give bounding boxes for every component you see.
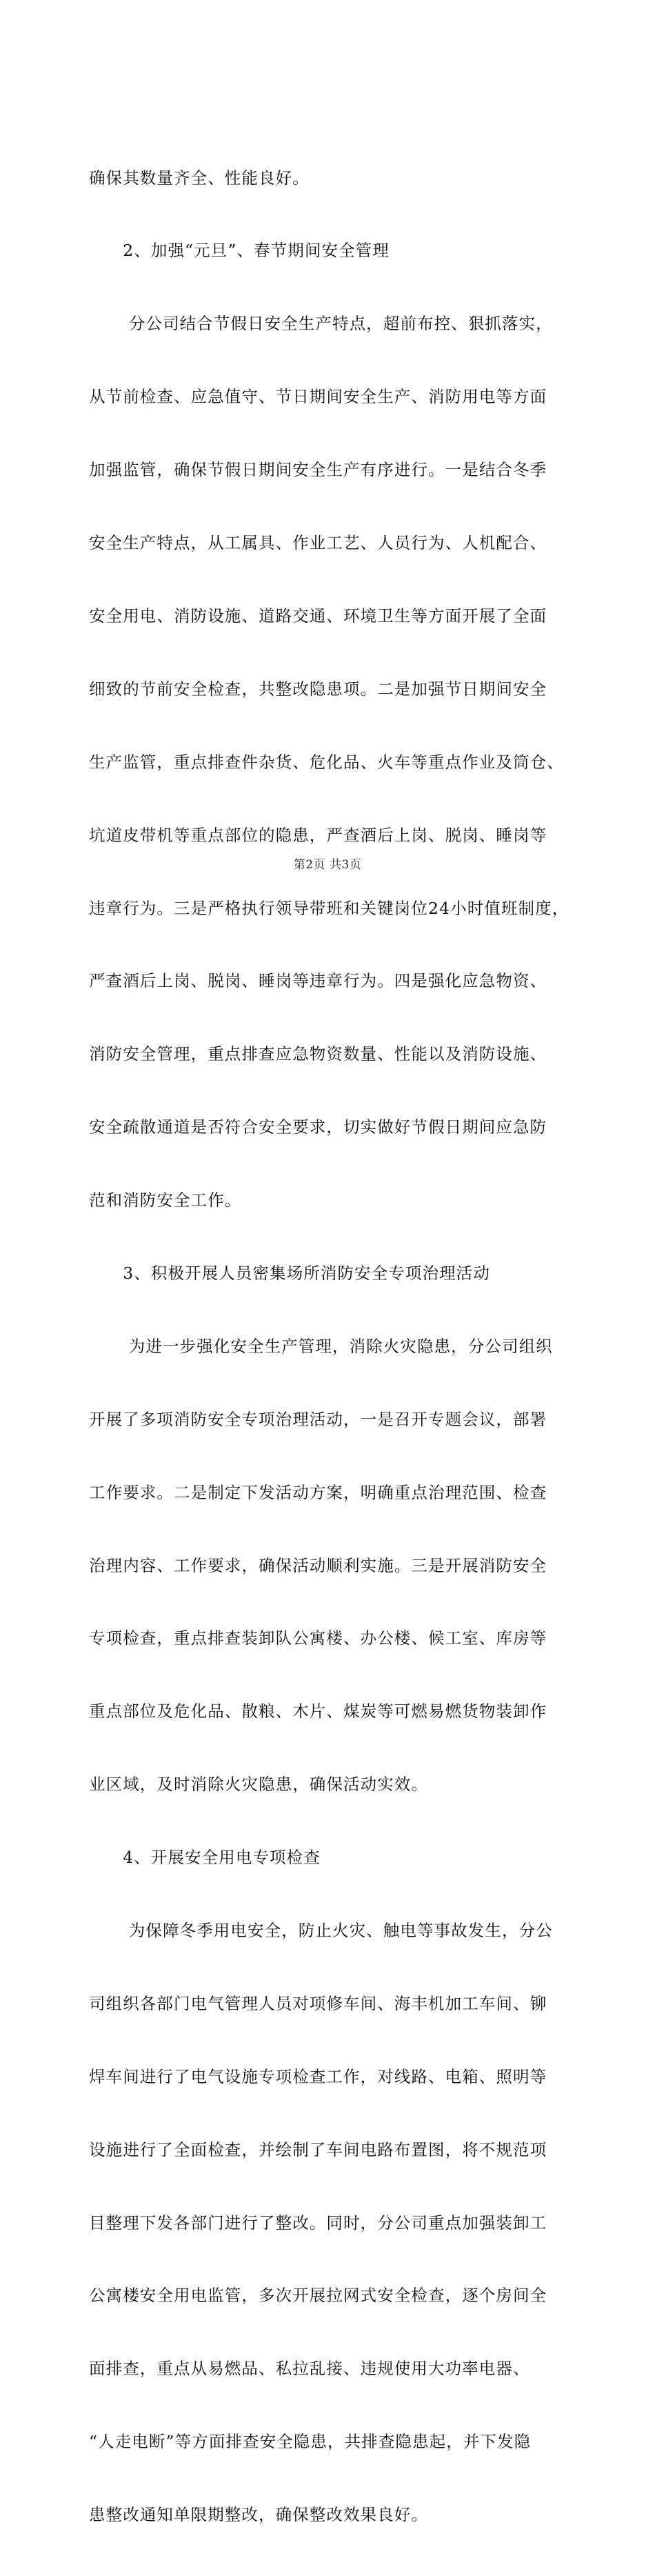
text-line: 司组织各部门电气管理人员对项修车间、海丰机加工车间、铆 (89, 1993, 547, 2013)
text-line: 安全用电、消防设施、道路交通、环境卫生等方面开展了全面 (89, 606, 547, 626)
text-line: 患整改通知单限期整改，确保整改效果良好。 (89, 2505, 428, 2525)
text-line: 专项检查，重点排查装卸队公寓楼、办公楼、候工室、库房等 (89, 1628, 547, 1648)
text-line: 为进一步强化安全生产管理，消除火灾隐患，分公司组织 (89, 1336, 553, 1356)
text-line: 重点部位及危化品、散粮、木片、煤炭等可燃易燃货物装卸作 (89, 1701, 547, 1721)
text-line: 安全疏散通道是否符合安全要求，切实做好节假日期间应急防 (89, 1117, 547, 1137)
text-line: 开展了多项消防安全专项治理活动，一是召开专题会议，部署 (89, 1409, 547, 1429)
text-line: 确保其数量齐全、性能良好。 (89, 168, 310, 188)
section-heading-4: 4、开展安全用电专项检查 (89, 1848, 321, 1868)
text-line: 面排查，重点从易燃品、私拉乱接、违规使用大功率电器、 (89, 2359, 530, 2379)
text-line: “人走电断”等方面排查安全隐患，共排查隐患起，并下发隐 (89, 2432, 532, 2452)
text-line: 设施进行了全面检查，并绘制了车间电路布置图，将不规范项 (89, 2139, 547, 2159)
text-line: 分公司结合节假日安全生产特点，超前布控、狠抓落实， (89, 314, 553, 334)
text-line: 为保障冬季用电安全，防止火灾、触电等事故发生，分公 (89, 1920, 553, 1940)
text-line: 治理内容、工作要求，确保活动顺利实施。三是开展消防安全 (89, 1555, 547, 1575)
text-line: 工作要求。二是制定下发活动方案，明确重点治理范围、检查 (89, 1482, 547, 1502)
text-line: 范和消防安全工作。 (89, 1190, 242, 1210)
text-line: 公寓楼安全用电监管，多次开展拉网式安全检查，逐个房间全 (89, 2286, 547, 2306)
document-body (89, 117, 585, 2576)
text-line: 从节前检查、应急值守、节日期间安全生产、消防用电等方面 (89, 387, 547, 407)
section-heading-3: 3、积极开展人员密集场所消防安全专项治理活动 (89, 1263, 490, 1283)
body-text (89, 117, 585, 2576)
text-line: 违章行为。三是严格执行领导带班和关键岗位24小时值班制度， (89, 898, 570, 918)
text-line: 细致的节前安全检查，共整改隐患项。二是加强节日期间安全 (89, 679, 547, 699)
text-line: 消防安全管理，重点排查应急物资数量、性能以及消防设施、 (89, 1044, 547, 1064)
text-line: 生产监管，重点排查件杂货、危化品、火车等重点作业及筒仓、 (89, 752, 564, 772)
text-line: 严查酒后上岗、脱岗、睡岗等违章行为。四是强化应急物资、 (89, 971, 547, 991)
text-line: 安全生产特点，从工属具、作业工艺、人员行为、人机配合、 (89, 533, 547, 553)
page-indicator: 第2页 共3页 (293, 858, 362, 872)
text-line: 坑道皮带机等重点部位的隐患，严查酒后上岗、脱岗、睡岗等 (89, 825, 547, 845)
text-line: 加强监管，确保节假日期间安全生产有序进行。一是结合冬季 (89, 460, 547, 480)
text-line: 目整理下发各部门进行了整改。同时，分公司重点加强装卸工 (89, 2213, 547, 2233)
text-line: 业区域，及时消除火灾隐患，确保活动实效。 (89, 1775, 428, 1795)
section-heading-2: 2、加强“元旦”、春节期间安全管理 (89, 241, 390, 261)
text-line: 焊车间进行了电气设施专项检查工作，对线路、电箱、照明等 (89, 2066, 547, 2086)
